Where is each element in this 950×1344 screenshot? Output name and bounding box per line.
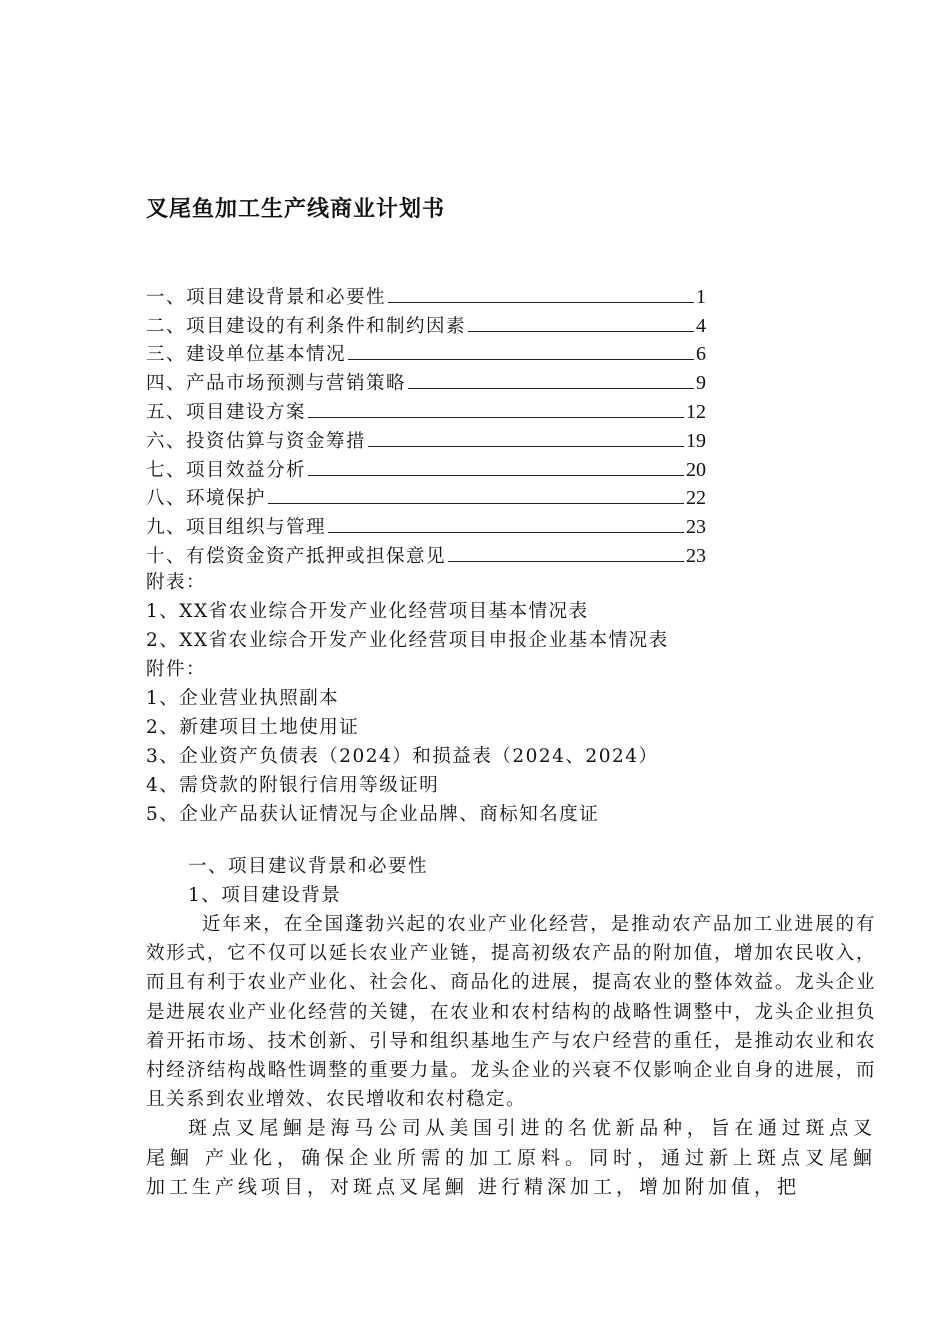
attachment-item: 4、需贷款的附银行信用等级证明 <box>146 775 440 796</box>
toc-entry-label: 六、投资估算与资金筹措 <box>146 430 367 452</box>
appendix-table-item: 2、XX省农业综合开发产业化经营项目申报企业基本情况表 <box>146 630 669 651</box>
toc-entry-page: 23 <box>686 544 706 567</box>
toc-leader-line <box>308 475 684 476</box>
toc-entry-label: 五、项目建设方案 <box>146 401 307 423</box>
toc-entry-page: 12 <box>686 400 706 423</box>
toc-entry[interactable] <box>146 424 706 453</box>
table-of-contents <box>146 280 706 568</box>
toc-leader-line <box>368 446 684 447</box>
toc-entry[interactable] <box>146 338 706 367</box>
toc-entry[interactable] <box>146 395 706 424</box>
attachment-item: 1、企业营业执照副本 <box>146 688 340 709</box>
appendix-table-item: 1、XX省农业综合开发产业化经营项目基本情况表 <box>146 601 589 622</box>
toc-entry-page: 4 <box>696 314 706 337</box>
toc-entry[interactable] <box>146 510 706 539</box>
toc-entry-label: 三、建设单位基本情况 <box>146 344 347 366</box>
toc-leader-line <box>468 331 694 332</box>
body-paragraph: 近年来，在全国蓬勃兴起的农业产业化经营，是推动农产品加工业进展的有效形式，它不仅可以延长农业产业链，提高初级农产品的附加值，增加农民收入，而且有利于农业产业化、社会化、商品化的进展，提高农业的整体效益。龙头企业是进展农业产业化经营的关键，在农业和农村结构的战略性调整中，龙头企业担负着开拓市场、技术创新、引导和组织基地生产与农户经营的重任，是推动农业和农村经济结构战略性调整的重要力量。龙头企业的兴衰不仅影响企业自身的进展，而且关系到农业增效、农民增收和农村稳定。 <box>146 914 876 1111</box>
toc-entry-page: 9 <box>696 372 706 395</box>
toc-entry-label: 十、有偿资金资产抵押或担保意见 <box>146 545 447 567</box>
body-text <box>146 852 876 1202</box>
appendix-and-attachments <box>146 568 669 829</box>
toc-leader-line <box>268 503 684 504</box>
toc-leader-line <box>308 417 684 418</box>
toc-entry[interactable] <box>146 280 706 309</box>
toc-entry-page: 20 <box>686 458 706 481</box>
toc-entry-label: 九、项目组织与管理 <box>146 517 327 539</box>
toc-entry-page: 19 <box>686 429 706 452</box>
document-title: 叉尾鱼加工生产线商业计划书 <box>146 197 446 222</box>
attachments-heading: 附件： <box>146 659 207 680</box>
attachment-item: 5、企业产品获认证情况与企业品牌、商标知名度证 <box>146 804 600 825</box>
toc-entry[interactable] <box>146 539 706 568</box>
toc-leader-line <box>328 532 684 533</box>
subsection-heading: 1、项目建设背景 <box>188 885 342 906</box>
toc-entry-label: 七、项目效益分析 <box>146 459 307 481</box>
toc-entry-page: 6 <box>696 343 706 366</box>
toc-entry[interactable] <box>146 309 706 338</box>
toc-leader-line <box>448 561 684 562</box>
toc-entry-page: 23 <box>686 516 706 539</box>
attachment-item: 2、新建项目土地使用证 <box>146 717 360 738</box>
toc-leader-line <box>348 359 694 360</box>
toc-entry-page: 22 <box>686 487 706 510</box>
toc-entry[interactable] <box>146 366 706 395</box>
toc-entry-label: 四、产品市场预测与营销策略 <box>146 373 407 395</box>
toc-entry[interactable] <box>146 482 706 511</box>
body-paragraph: 斑点叉尾鮰是海马公司从美国引进的名优新品种，旨在通过斑点叉尾鮰 产业化，确保企业所需的加工原料。同时，通过新上斑点叉尾鮰 加工生产线项目，对斑点叉尾鮰 进行精深加工，增加附加值，把 <box>146 1117 876 1198</box>
toc-entry[interactable] <box>146 453 706 482</box>
toc-entry-page: 1 <box>696 285 706 308</box>
toc-leader-line <box>408 388 694 389</box>
toc-entry-label: 一、项目建设背景和必要性 <box>146 286 387 308</box>
toc-leader-line <box>388 302 694 303</box>
toc-entry-label: 二、项目建设的有利条件和制约因素 <box>146 315 467 337</box>
section-heading: 一、项目建议背景和必要性 <box>188 856 429 877</box>
attachment-item: 3、企业资产负债表（2024）和损益表（2024、2024） <box>146 746 659 767</box>
toc-entry-label: 八、环境保护 <box>146 488 267 510</box>
appendix-tables-heading: 附表： <box>146 572 207 593</box>
